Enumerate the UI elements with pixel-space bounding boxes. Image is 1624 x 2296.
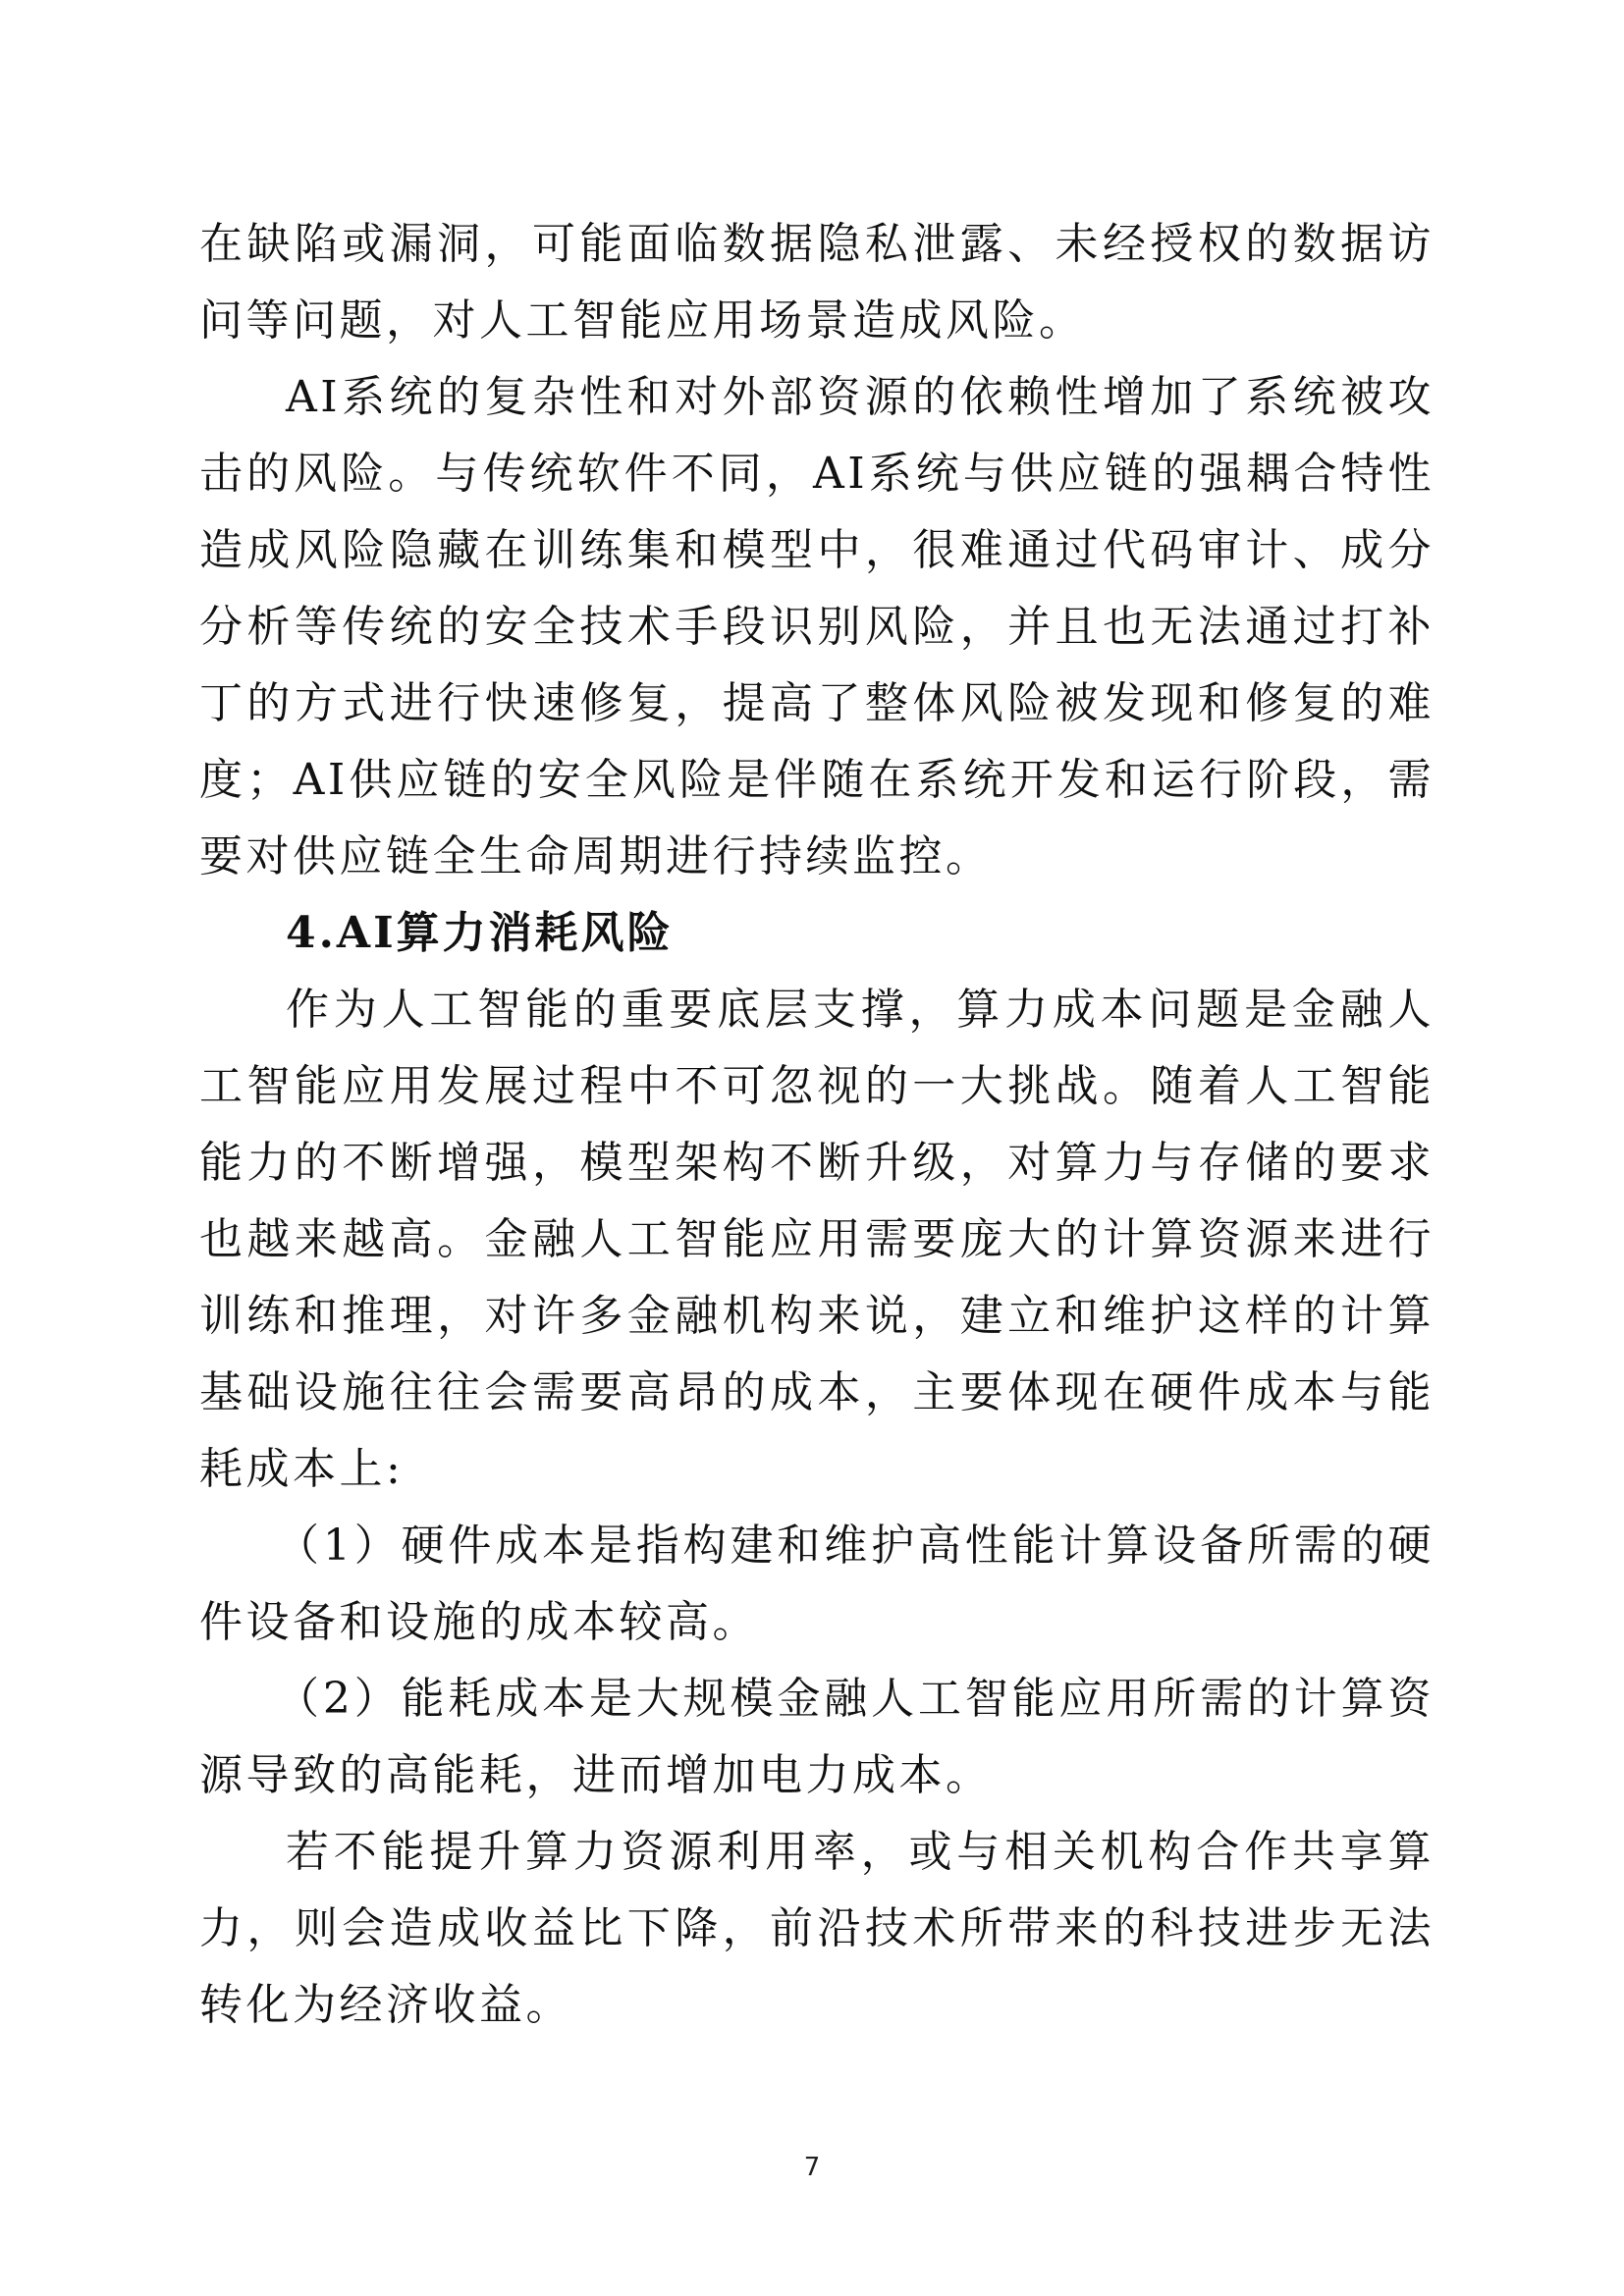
paragraph-continuation: 在缺陷或漏洞，可能面临数据隐私泄露、未经授权的数据访问等问题，对人工智能应用场景造成风险。 [199, 219, 1435, 346]
section-heading: 4.AI算力消耗风险 [286, 908, 674, 958]
paragraph-conclusion: 若不能提升算力资源利用率，或与相关机构合作共享算力，则会造成收益比下降，前沿技术所带来的科技进步无法转化为经济收益。 [199, 1827, 1435, 2030]
page-number: 7 [803, 2153, 821, 2182]
paragraph-compute-cost: 作为人工智能的重要底层支撑，算力成本问题是金融人工智能应用发展过程中不可忽视的一大挑战。随着人工智能能力的不断增强，模型架构不断升级，对算力与存储的要求也越来越高。金融人工智能应用需要庞大的计算资源来进行训练和推理，对许多金融机构来说，建立和维护这样的计算基础设施往往会需要高昂的成本，主要体现在硬件成本与能耗成本上: [199, 985, 1435, 1494]
paragraph-ai-system-risk: AI系统的复杂性和对外部资源的依赖性增加了系统被攻击的风险。与传统软件不同，AI系统与供应链的强耦合特性造成风险隐藏在训练集和模型中，很难通过代码审计、成分分析等传统的安全技术手段识别风险，并且也无法通过打补丁的方式进行快速修复，提高了整体风险被发现和修复的难度；AI供应链的安全风险是伴随在系统开发和运行阶段，需要对供应链全生命周期进行持续监控。 [199, 372, 1435, 881]
body-text [199, 206, 1435, 2044]
paragraph-energy-cost: （2）能耗成本是大规模金融人工智能应用所需的计算资源导致的高能耗，进而增加电力成本。 [199, 1674, 1435, 1800]
paragraph-hardware-cost: （1）硬件成本是指构建和维护高性能计算设备所需的硬件设备和设施的成本较高。 [199, 1521, 1435, 1647]
